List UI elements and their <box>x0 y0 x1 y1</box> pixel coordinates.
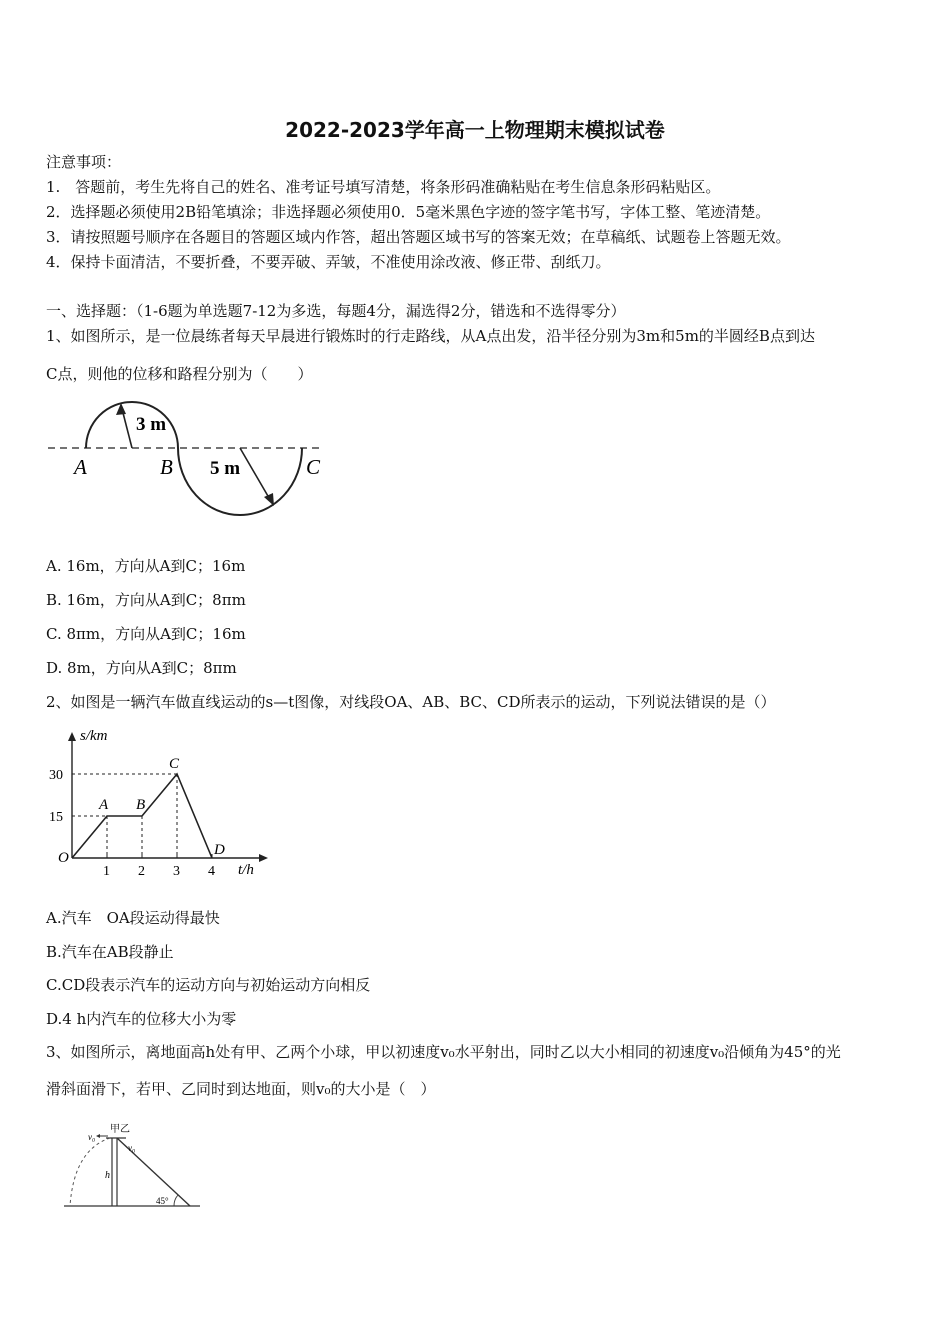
v0-left-label: v₀ <box>88 1132 96 1142</box>
arrowhead-icon <box>96 1134 100 1138</box>
q2-stem: 2、如图是一辆汽车做直线运动的s—t图像，对线段OA、AB、BC、CD所表示的运动，下列说法错误的是（） <box>46 693 776 711</box>
y-tick-label-30: 30 <box>49 768 63 783</box>
x-axis-label: t/h <box>238 862 254 878</box>
x-tick-label-1: 1 <box>103 864 110 879</box>
v0-right-label: v₀ <box>128 1143 136 1153</box>
projectile-trajectory <box>70 1138 110 1206</box>
point-label-a: A <box>99 797 109 813</box>
q1-option-a: A. 16m，方向从A到C；16m <box>46 557 246 575</box>
jia-yi-label: 甲乙 <box>110 1124 130 1135</box>
angle-label: 45° <box>156 1196 169 1206</box>
q2-option-d: D.4 h内汽车的位移大小为零 <box>46 1010 237 1028</box>
point-label-c: C <box>169 756 180 772</box>
q1-option-d: D. 8m，方向从A到C；8πm <box>46 659 237 677</box>
page-title: 2022-2023学年高一上物理期末模拟试卷 <box>285 118 665 142</box>
point-b-label: B <box>160 455 173 479</box>
q2-st-chart <box>44 722 274 880</box>
point-c-label: C <box>306 455 321 479</box>
radius-5m-line <box>240 448 272 503</box>
point-label-o: O <box>58 850 69 866</box>
height-label: h <box>105 1170 110 1181</box>
q1-stem-line2: C点，则他的位移和路程分别为（ ） <box>46 365 313 383</box>
q2-option-c: C.CD段表示汽车的运动方向与初始运动方向相反 <box>46 976 371 994</box>
notice-item-4: 4．保持卡面清洁，不要折叠，不要弄破、弄皱，不准使用涂改液、修正带、刮纸刀。 <box>46 253 611 271</box>
q2-option-a: A.汽车 OA段运动得最快 <box>46 909 220 927</box>
y-tick-label-15: 15 <box>49 810 63 825</box>
point-a-label: A <box>74 455 87 479</box>
point-label-d: D <box>214 842 225 858</box>
radius-5m-label: 5 m <box>210 458 241 479</box>
notice-heading: 注意事项： <box>46 153 122 171</box>
x-tick-label-3: 3 <box>173 864 180 879</box>
section-heading: 一、选择题：（1-6题为单选题7-12为多选，每题4分，漏选得2分，错选和不选得零分） <box>46 302 626 320</box>
radius-3m-label: 3 m <box>136 414 167 435</box>
x-tick-label-4: 4 <box>208 864 215 879</box>
x-axis-arrow-icon <box>259 854 268 862</box>
q1-option-c: C. 8πm，方向从A到C；16m <box>46 625 246 643</box>
q1-path-figure <box>44 393 344 523</box>
notice-item-3: 3．请按照题号顺序在各题目的答题区域内作答，超出答题区域书写的答案无效；在草稿纸、试题卷上答题无效。 <box>46 228 791 246</box>
y-axis-arrow-icon <box>68 732 76 741</box>
x-tick-label-2: 2 <box>138 864 145 879</box>
point-label-b: B <box>136 797 146 813</box>
notice-item-1: 1. 答题前，考生先将自己的姓名、准考证号填写清楚，将条形码准确粘贴在考生信息条形码粘贴区。 <box>46 178 721 196</box>
q1-stem-line1: 1、如图所示，是一位晨练者每天早晨进行锻炼时的行走路线，从A点出发，沿半径分别为3m和5m的半圆经B点到达 <box>46 327 815 345</box>
q3-incline-figure <box>60 1120 210 1210</box>
angle-arc <box>174 1195 178 1206</box>
q3-stem-line2: 滑斜面滑下，若甲、乙同时到达地面，则v₀的大小是（ ） <box>46 1080 436 1098</box>
q3-stem-line1: 3、如图所示，离地面高h处有甲、乙两个小球，甲以初速度v₀水平射出，同时乙以大小相同的初速度v₀沿倾角为45°的光 <box>46 1043 841 1061</box>
notice-item-2: 2．选择题必须使用2B铅笔填涂；非选择题必须使用0．5毫米黑色字迹的签字笔书写，字体工整、笔迹清楚。 <box>46 203 771 221</box>
arrowhead-icon <box>264 493 274 506</box>
q1-option-b: B. 16m，方向从A到C；8πm <box>46 591 246 609</box>
q2-option-b: B.汽车在AB段静止 <box>46 943 174 961</box>
y-axis-label: s/km <box>80 728 108 744</box>
